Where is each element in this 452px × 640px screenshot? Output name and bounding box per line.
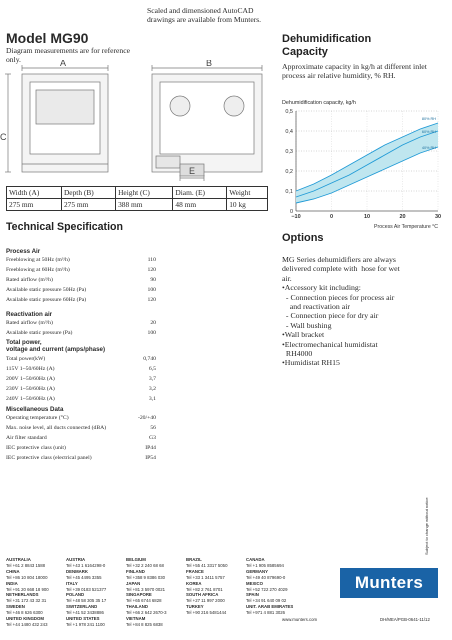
country-name: AUSTRALIA bbox=[6, 557, 31, 562]
spec-row bbox=[6, 413, 156, 423]
scaled-drawings-note: Scaled and dimensioned AutoCAD drawings are available from Munters. bbox=[147, 6, 262, 24]
spec-label: Max. noise level, all ducts connected (dBA) bbox=[6, 425, 107, 432]
country-name: KOREA bbox=[186, 580, 202, 586]
spec-value: 110 bbox=[147, 257, 156, 264]
x-tick-label: 10 bbox=[363, 214, 371, 220]
country-column bbox=[66, 557, 106, 628]
spec-row bbox=[6, 384, 156, 394]
value-height: 388 mm bbox=[116, 199, 173, 211]
spec-row bbox=[6, 295, 156, 305]
total-power-title: Total power, bbox=[6, 339, 42, 346]
option-line: and reactivation air bbox=[282, 302, 350, 312]
spec-label: Freeblowing at 50Hz (m³/h) bbox=[6, 257, 70, 264]
option-line: - Connection piece for dry air bbox=[282, 311, 379, 321]
option-line: •Accessory kit including: bbox=[282, 283, 361, 293]
country-phone: Tel +86 10 804 18000 bbox=[6, 574, 48, 580]
y-tick-label: 0,5 bbox=[285, 109, 293, 115]
header-width: Width (A) bbox=[7, 187, 62, 199]
spec-row bbox=[6, 275, 156, 285]
options-list bbox=[282, 255, 447, 368]
country-name: DENMARK bbox=[66, 568, 88, 574]
spec-value: 90 bbox=[150, 277, 156, 284]
country-name: BRAZIL bbox=[186, 557, 202, 562]
spec-row bbox=[6, 265, 156, 275]
spec-label: Rated airflow (m³/h) bbox=[6, 320, 53, 327]
spec-row bbox=[6, 354, 156, 364]
country-name: TURKEY bbox=[186, 604, 204, 610]
country-name: UNITED STATES bbox=[66, 616, 100, 622]
spec-row bbox=[6, 394, 156, 404]
option-line: delivered complete with hose for wet bbox=[282, 264, 400, 274]
y-tick-label: 0,4 bbox=[285, 129, 293, 135]
country-name: JAPAN bbox=[126, 580, 141, 586]
document-reference: DH/MEA/PGB-0641-11/12 bbox=[380, 617, 430, 622]
reactivation-air-section bbox=[6, 311, 156, 338]
dehumidification-title bbox=[282, 33, 371, 58]
spec-label: 115V 1~50/60Hz (A) bbox=[6, 365, 55, 372]
x-tick-label: 30 bbox=[434, 214, 442, 220]
value-width: 275 mm bbox=[7, 199, 62, 211]
spec-row bbox=[6, 374, 156, 384]
country-phone: Tel +39 0183 521377 bbox=[66, 586, 107, 592]
x-axis-label: Process Air Temperature °C bbox=[374, 224, 438, 230]
country-phone: Tel +27 11 997 2000 bbox=[186, 598, 225, 604]
country-column bbox=[126, 557, 167, 628]
country-phone: Tel +55 41 3317 5050 bbox=[186, 562, 228, 568]
capacity-chart bbox=[282, 107, 448, 235]
dimensions-value-row bbox=[7, 199, 268, 211]
dimensions-table bbox=[6, 186, 268, 211]
header-height: Height (C) bbox=[116, 187, 173, 199]
spec-label: IEC protective class (unit) bbox=[6, 445, 66, 452]
website-link[interactable]: www.munters.com bbox=[282, 617, 318, 622]
spec-row bbox=[6, 285, 156, 295]
country-phone: Tel +971 4 881 3026 bbox=[246, 610, 286, 616]
spec-row bbox=[6, 255, 156, 265]
series-label: 60% RH bbox=[421, 130, 436, 134]
spec-value: 120 bbox=[147, 297, 156, 304]
option-line: •Wall bracket bbox=[282, 330, 325, 340]
country-phone: Tel +34 91 640 09 02 bbox=[246, 598, 287, 604]
spec-row bbox=[6, 423, 156, 433]
subject-to-change-note: Subject to change without notice bbox=[424, 497, 429, 555]
country-name: SOUTH AFRICA bbox=[186, 592, 219, 598]
country-name: POLAND bbox=[66, 592, 85, 598]
spec-value: 120 bbox=[147, 267, 156, 274]
spec-value: 3,1 bbox=[148, 395, 156, 402]
option-line: RH4000 bbox=[282, 349, 313, 359]
spec-label: Total power(kW) bbox=[6, 355, 46, 362]
y-tick-label: 0,3 bbox=[285, 149, 293, 155]
process-air-rows bbox=[6, 255, 156, 305]
option-line: air. bbox=[282, 273, 292, 283]
country-phone: Tel +1 978 241 1100 bbox=[66, 621, 105, 627]
model-title: Model MG90 bbox=[6, 30, 89, 46]
country-phone: Tel +81 3 5970 0021 bbox=[126, 586, 166, 592]
diagram-note: Diagram measurements are for reference only. bbox=[6, 46, 130, 64]
country-phone: Tel +48 58 305 35 17 bbox=[66, 598, 107, 604]
country-name: ITALY bbox=[66, 580, 78, 586]
country-phone: Tel +66 2 642 2670-3 bbox=[126, 610, 167, 616]
country-phone: Tel +49 40 879690-0 bbox=[246, 574, 286, 580]
country-column bbox=[246, 557, 293, 616]
spec-label: 200V 1~50/60Hz (A) bbox=[6, 375, 55, 382]
y-tick-label: 0,1 bbox=[285, 189, 293, 195]
y-tick-label: 0 bbox=[289, 209, 293, 215]
spec-value: IP44 bbox=[145, 445, 156, 452]
series-label: 40% RH bbox=[421, 146, 436, 150]
country-phone: Tel +46 8 626 6300 bbox=[6, 610, 43, 616]
country-phone: Tel +33 1 3411 5757 bbox=[186, 574, 225, 580]
spec-value: 56 bbox=[150, 425, 156, 432]
spec-value: 3,2 bbox=[148, 385, 156, 392]
process-air-title: Process Air bbox=[6, 248, 41, 255]
x-tick-label: −10 bbox=[291, 214, 301, 220]
spec-row bbox=[6, 433, 156, 443]
country-name: GERMANY bbox=[246, 568, 268, 574]
spec-label: 230V 1~50/60Hz (A) bbox=[6, 385, 55, 392]
spec-value: 100 bbox=[147, 287, 156, 294]
spec-value: 0,740 bbox=[143, 355, 156, 362]
option-line: - Connection pieces for process air bbox=[282, 292, 395, 302]
spec-value: -20/+40 bbox=[137, 415, 156, 422]
value-depth: 275 mm bbox=[61, 199, 115, 211]
spec-value: G3 bbox=[149, 435, 156, 442]
country-phone: Tel +45 4495 3355 bbox=[66, 574, 102, 580]
country-name: AUSTRIA bbox=[66, 557, 86, 562]
munters-logo: Munters bbox=[340, 568, 438, 598]
country-phone: Tel +358 9 8386 030 bbox=[126, 574, 166, 580]
spec-value: 20 bbox=[150, 320, 156, 327]
country-name: CHINA bbox=[6, 568, 20, 574]
country-name: SWEDEN bbox=[6, 604, 25, 610]
dim-label-b: B bbox=[206, 60, 213, 68]
country-phone: Tel +1 905 8585694 bbox=[246, 562, 284, 568]
spec-row bbox=[6, 318, 156, 328]
country-name: BELGIUM bbox=[126, 557, 146, 562]
total-power-rows bbox=[6, 354, 156, 404]
misc-data-title: Miscellaneous Data bbox=[6, 406, 64, 413]
process-air-section bbox=[6, 248, 156, 305]
country-name: THAILAND bbox=[126, 604, 148, 610]
country-phone: Tel +65 6744 6828 bbox=[126, 598, 162, 604]
spec-row bbox=[6, 328, 156, 338]
x-tick-label: 0 bbox=[329, 214, 334, 220]
country-column bbox=[6, 557, 49, 628]
x-tick-label: 20 bbox=[399, 214, 406, 220]
country-name: VIETNAM bbox=[126, 616, 146, 622]
total-power-section bbox=[6, 339, 156, 404]
spec-value: IP54 bbox=[145, 455, 156, 462]
spec-value: 3,7 bbox=[148, 375, 156, 382]
spec-value: 100 bbox=[147, 330, 156, 337]
header-weight: Weight bbox=[227, 187, 268, 199]
spec-label: Available static pressure (Pa) bbox=[6, 330, 73, 337]
country-name: SINGAPORE bbox=[126, 592, 152, 598]
country-phone: Tel +32 2 240 68 68 bbox=[126, 562, 164, 568]
options-title: Options bbox=[282, 232, 324, 244]
country-name: UNIT. ARAB EMIRATES bbox=[246, 604, 294, 610]
spec-label: Air filter standard bbox=[6, 435, 47, 442]
country-phone: Tel +84 8 825 6838 bbox=[126, 621, 163, 627]
misc-data-section bbox=[6, 406, 156, 463]
country-name: FINLAND bbox=[126, 568, 145, 574]
header-depth: Depth (B) bbox=[61, 187, 115, 199]
reactivation-air-rows bbox=[6, 318, 156, 338]
spec-label: Freeblowing at 60Hz (m³/h) bbox=[6, 267, 70, 274]
spec-label: Operating temperature (°C) bbox=[6, 415, 69, 422]
dimensions-header-row bbox=[7, 187, 268, 199]
country-name: INDIA bbox=[6, 580, 18, 586]
country-column bbox=[186, 557, 227, 616]
dim-label-c: C bbox=[0, 132, 7, 142]
country-phone: Tel +61 2 8843 1588 bbox=[6, 562, 46, 568]
misc-data-rows bbox=[6, 413, 156, 463]
spec-label: Available static pressure 50Hz (Pa) bbox=[6, 287, 87, 294]
country-name: SWITZERLAND bbox=[66, 604, 98, 610]
y-tick-label: 0,2 bbox=[285, 169, 293, 175]
spec-row bbox=[6, 453, 156, 463]
country-name: FRANCE bbox=[186, 568, 204, 574]
spec-row bbox=[6, 364, 156, 374]
country-name: NETHERLANDS bbox=[6, 592, 39, 598]
country-phone: Tel +90 216 5481444 bbox=[186, 610, 227, 616]
spec-label: Rated airflow (m³/h) bbox=[6, 277, 53, 284]
country-phone: Tel +52 722 270 4029 bbox=[246, 586, 288, 592]
option-line: •Humidistat RH15 bbox=[282, 358, 340, 368]
chart-title: Dehumidification capacity, kg/h bbox=[282, 100, 356, 106]
dim-label-a: A bbox=[60, 60, 67, 68]
option-line: •Electromechanical humidistat bbox=[282, 339, 378, 349]
option-line: MG Series dehumidifiers are always bbox=[282, 255, 396, 264]
tech-spec-title: Technical Specification bbox=[6, 221, 123, 233]
country-phone: Tel +82 2 761 8701 bbox=[186, 586, 223, 592]
unit-drawing bbox=[0, 60, 280, 185]
country-phone: Tel +43 1 6164298-0 bbox=[66, 562, 106, 568]
dehumidification-title-line1: Dehumidification bbox=[282, 33, 372, 45]
country-name: CANADA bbox=[246, 557, 265, 562]
country-phone: Tel +31 172 43 32 31 bbox=[6, 598, 47, 604]
country-phone: Tel +41 52 3438886 bbox=[66, 610, 104, 616]
series-label: 80% RH bbox=[421, 117, 436, 121]
dehumidification-description: Approximate capacity in kg/h at different inlet process air relative humidity, % RH. bbox=[282, 62, 427, 81]
dehumidification-title-line2: Capacity bbox=[282, 45, 328, 58]
spec-row bbox=[6, 443, 156, 453]
reactivation-air-title: Reactivation air bbox=[6, 311, 53, 318]
dim-label-e: E bbox=[189, 166, 196, 176]
total-power-subtitle: voltage and current (amps/phase) bbox=[6, 346, 106, 354]
country-phone: Tel +44 1480 432 243 bbox=[6, 621, 48, 627]
spec-label: Available static pressure 60Hz (Pa) bbox=[6, 297, 87, 304]
country-phone: Tel +91 20 668 18 900 bbox=[6, 586, 49, 592]
spec-label: IEC protective class (electrical panel) bbox=[6, 455, 92, 462]
country-name: UNITED KINGDOM bbox=[6, 616, 44, 622]
country-name: SPAIN bbox=[246, 592, 259, 598]
header-diameter: Diam. (E) bbox=[173, 187, 227, 199]
spec-value: 6,5 bbox=[148, 365, 156, 372]
option-line: - Wall bushing bbox=[282, 320, 332, 330]
country-name: MEXICO bbox=[246, 580, 263, 586]
value-weight: 10 kg bbox=[227, 199, 268, 211]
value-diameter: 48 mm bbox=[173, 199, 227, 211]
spec-label: 240V 1~50/60Hz (A) bbox=[6, 395, 55, 402]
